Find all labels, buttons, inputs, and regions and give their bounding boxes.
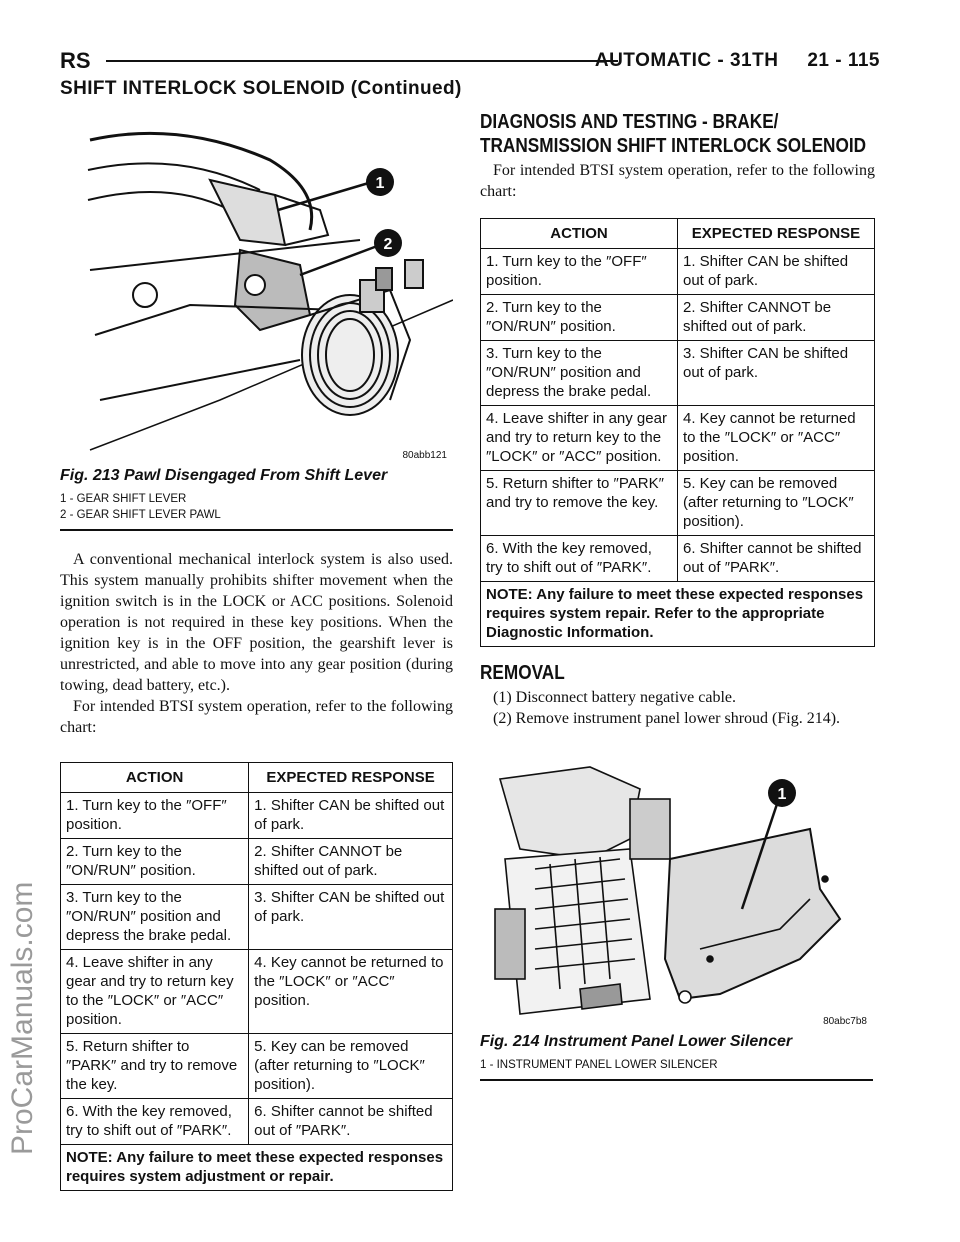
response-cell: 3. Shifter CAN be shifted out of park. [678, 341, 875, 406]
callout-1-label: 1 [777, 786, 787, 803]
figure-214 [480, 759, 873, 1081]
action-cell: 6. With the key removed, try to shift out of ″PARK″. [61, 1099, 249, 1145]
table-header-row [61, 763, 453, 793]
response-cell: 4. Key cannot be returned to the ″LOCK″ or ″ACC″ position. [249, 950, 453, 1034]
page-header [60, 48, 880, 74]
legend-item: 1 - GEAR SHIFT LEVER [60, 493, 187, 505]
table-note: NOTE: Any failure to meet these expected responses requires system repair. Refer to the appropriate Diagnostic Information. [481, 582, 875, 647]
shift-lever-pawl-illustration [60, 100, 453, 463]
response-cell: 6. Shifter cannot be shifted out of ″PARK″. [678, 536, 875, 582]
lower-silencer-illustration [480, 759, 873, 1029]
diagnosis-heading: DIAGNOSIS AND TESTING - BRAKE/ TRANSMISSION SHIFT INTERLOCK SOLENOID [480, 111, 867, 157]
response-cell: 5. Key can be removed (after returning to ″LOCK″ position). [678, 471, 875, 536]
table-header-row [481, 219, 875, 249]
table-row [61, 793, 453, 839]
response-cell: 5. Key can be removed (after returning to ″LOCK″ position). [249, 1034, 453, 1099]
header-right: AUTOMATIC - 31TH 21 - 115 [594, 50, 880, 71]
header-rule [106, 60, 618, 62]
action-cell: 4. Leave shifter in any gear and try to return key to the ″LOCK″ or ″ACC″ position. [61, 950, 249, 1034]
action-cell: 1. Turn key to the ″OFF″ position. [481, 249, 678, 295]
table-row [481, 341, 875, 406]
figure-214-legend [480, 1057, 873, 1073]
table-row [61, 885, 453, 950]
response-cell: 3. Shifter CAN be shifted out of park. [249, 885, 453, 950]
figure-213 [60, 100, 453, 531]
action-cell: 2. Turn key to the ″ON/RUN″ position. [61, 839, 249, 885]
response-cell: 4. Key cannot be returned to the ″LOCK″ or ″ACC″ position. [678, 406, 875, 471]
action-cell: 3. Turn key to the ″ON/RUN″ position and depress the brake pedal. [481, 341, 678, 406]
callout-2-label: 2 [383, 236, 393, 253]
response-cell: 1. Shifter CAN be shifted out of park. [678, 249, 875, 295]
action-cell: 4. Leave shifter in any gear and try to return key to the ″LOCK″ or ″ACC″ position. [481, 406, 678, 471]
paragraph-right-intro: For intended BTSI system operation, refer to the following chart: [480, 162, 875, 200]
figure-214-code: 80abc7b8 [823, 1016, 867, 1027]
action-cell: 5. Return shifter to ″PARK″ and try to remove the key. [481, 471, 678, 536]
action-cell: 1. Turn key to the ″OFF″ position. [61, 793, 249, 839]
removal-step: (1) Disconnect battery negative cable. [493, 689, 736, 706]
column-header-action: ACTION [481, 219, 678, 249]
paragraph-chart-intro: For intended BTSI system operation, refer to the following chart: [60, 698, 453, 736]
removal-step: (2) Remove instrument panel lower shroud (Fig. 214). [493, 710, 841, 727]
table-note: NOTE: Any failure to meet these expected responses requires system adjustment or repair. [61, 1145, 453, 1191]
column-header-action: ACTION [61, 763, 249, 793]
figure-213-caption: Fig. 213 Pawl Disengaged From Shift Lever [60, 467, 388, 484]
response-cell: 2. Shifter CANNOT be shifted out of park. [678, 295, 875, 341]
action-cell: 3. Turn key to the ″ON/RUN″ position and depress the brake pedal. [61, 885, 249, 950]
figure-213-legend [60, 491, 453, 523]
action-cell: 2. Turn key to the ″ON/RUN″ position. [481, 295, 678, 341]
table-row [481, 536, 875, 582]
figure-214-caption: Fig. 214 Instrument Panel Lower Silencer [480, 1033, 793, 1050]
figure-213-illustration [60, 100, 453, 463]
callout-1-label: 1 [375, 175, 385, 192]
right-column [480, 110, 875, 1081]
paragraph-interlock: A conventional mechanical interlock system is also used. This system manually prohibits shifter movement when the ignition switch is in the LOCK or ACC positions. Solenoid operation is not required in these key positions. When the ignition key is in the OFF position, the gearshift lever is unrestricted, and able to move into any gear position (during towing, dead battery, etc.). [60, 551, 453, 694]
figure-214-illustration [480, 759, 873, 1029]
column-header-response: EXPECTED RESPONSE [249, 763, 453, 793]
header-left: RS [60, 48, 91, 73]
left-column [60, 100, 453, 1191]
response-cell: 6. Shifter cannot be shifted out of ″PARK″. [249, 1099, 453, 1145]
action-cell: 5. Return shifter to ″PARK″ and try to remove the key. [61, 1034, 249, 1099]
table-row [481, 295, 875, 341]
table-note-row [61, 1145, 453, 1191]
figure-213-code: 80abb121 [402, 450, 447, 461]
table-row [61, 950, 453, 1034]
table-row [61, 1034, 453, 1099]
section-continued-title: SHIFT INTERLOCK SOLENOID (Continued) [60, 78, 462, 99]
table-note-row [481, 582, 875, 647]
response-cell: 2. Shifter CANNOT be shifted out of park. [249, 839, 453, 885]
table-row [61, 1099, 453, 1145]
table-row [61, 839, 453, 885]
removal-heading: REMOVAL [480, 662, 565, 684]
table-row [481, 406, 875, 471]
btsi-table-right [480, 218, 875, 647]
table-row [481, 249, 875, 295]
legend-item: 1 - INSTRUMENT PANEL LOWER SILENCER [480, 1059, 718, 1071]
response-cell: 1. Shifter CAN be shifted out of park. [249, 793, 453, 839]
action-cell: 6. With the key removed, try to shift out of ″PARK″. [481, 536, 678, 582]
legend-item: 2 - GEAR SHIFT LEVER PAWL [60, 509, 221, 521]
left-text [60, 549, 453, 738]
column-header-response: EXPECTED RESPONSE [678, 219, 875, 249]
btsi-table-left [60, 762, 453, 1191]
table-row [481, 471, 875, 536]
watermark: ProCarManuals.com [6, 881, 39, 1155]
